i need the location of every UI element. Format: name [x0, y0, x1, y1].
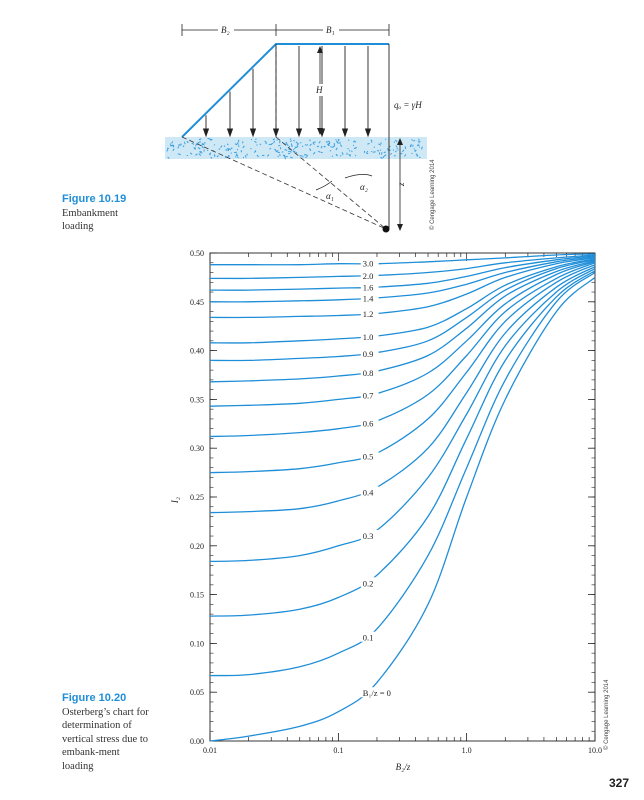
y-axis-title: I₂	[170, 496, 180, 504]
curve-label: 1.0	[362, 332, 374, 342]
curve-label: 3.0	[362, 258, 374, 269]
curve-label: B₁/z = 0	[362, 688, 391, 699]
curve-label: 0.3	[362, 530, 374, 541]
curve-b1z-0-8	[210, 258, 595, 382]
x-tick-label: 10.0	[588, 746, 602, 755]
curve-b1z-0	[210, 277, 595, 741]
curve-b1z-0-3	[210, 269, 595, 562]
figure-caption-text: Osterberg’s chart for determination of vertical stress due to embank-ment loading	[62, 706, 149, 772]
x-tick-label: 1.0	[461, 746, 472, 755]
figure-10-20-caption	[62, 692, 152, 773]
y-tick-label: 0.20	[190, 541, 204, 551]
y-tick-label: 0.15	[190, 590, 204, 600]
curve-label: 0.1	[362, 632, 374, 643]
curve-b1z-1-2	[210, 258, 595, 318]
figure-caption-text: Embankment loading	[62, 207, 118, 232]
label-alpha1: α₁	[326, 191, 334, 201]
curve-b1z-0-4	[210, 267, 595, 513]
curve-label: 1.2	[362, 309, 374, 320]
y-tick-label: 0.00	[190, 737, 204, 746]
plot-frame	[210, 253, 595, 741]
label-h: H	[316, 85, 323, 95]
label-qo: qₒ = γH	[394, 100, 422, 110]
copyright-fig19: © Cengage Learning 2014	[430, 159, 436, 230]
figure-label: Figure 10.19	[62, 193, 127, 205]
curve-label: 1.4	[362, 293, 374, 304]
y-tick-label: 0.30	[190, 444, 204, 454]
curve-b1z-0-6	[210, 263, 595, 437]
label-b2: B₂	[221, 25, 230, 35]
curve-label: 0.5	[362, 451, 374, 462]
curve-label: 0.9	[362, 349, 374, 359]
x-tick-label: 0.1	[333, 746, 344, 755]
y-tick-label: 0.10	[190, 639, 204, 649]
curve-label: 0.2	[362, 578, 374, 589]
curve-b1z-0-7	[210, 262, 595, 406]
y-tick-label: 0.40	[190, 346, 204, 356]
curve-b1z-0-2	[210, 271, 595, 616]
page-number: 327	[608, 776, 629, 790]
copyright-fig20: © Cengage Learning 2014	[604, 679, 610, 750]
curve-label: 0.4	[362, 487, 374, 498]
curve-label: 0.6	[362, 418, 374, 429]
label-alpha2: α₂	[360, 182, 368, 192]
x-tick-label: 0.01	[203, 746, 217, 755]
y-tick-label: 0.35	[190, 395, 204, 405]
y-tick-label: 0.50	[190, 249, 204, 258]
figure-label: Figure 10.20	[62, 692, 127, 704]
curve-label: 1.6	[362, 282, 374, 293]
x-axis-title: B₂/z	[395, 762, 411, 772]
curve-label: 2.0	[362, 270, 374, 281]
curve-label: 0.8	[362, 367, 374, 378]
y-tick-label: 0.05	[190, 688, 204, 698]
curve-label: 0.7	[362, 390, 374, 401]
y-tick-label: 0.25	[190, 493, 204, 502]
y-tick-label: 0.45	[190, 297, 204, 307]
label-z: z	[396, 182, 406, 186]
figure-10-19-caption	[62, 193, 152, 234]
label-b1: B₁	[326, 25, 335, 35]
